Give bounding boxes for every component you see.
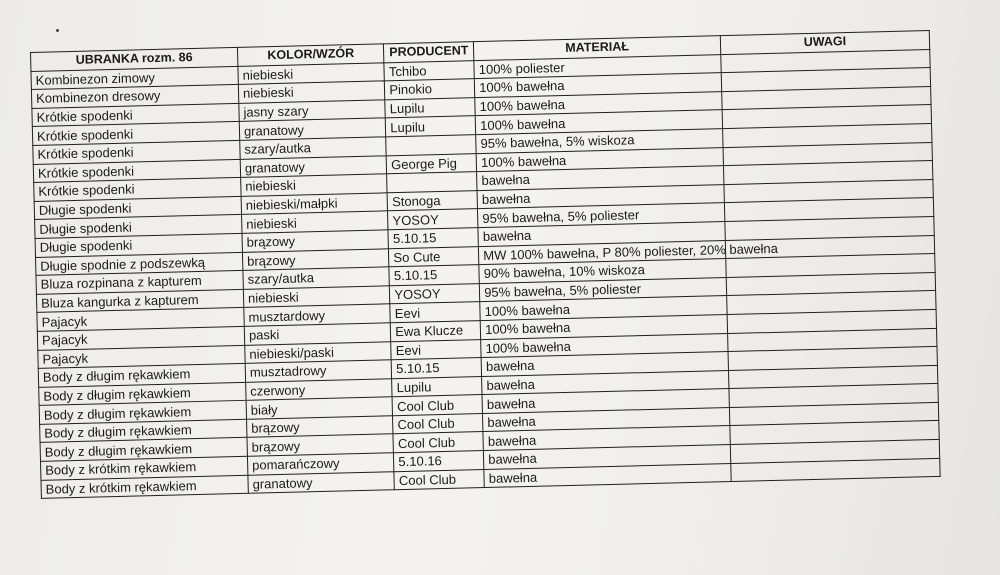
cell-producer: 5.10.15 [391, 358, 481, 379]
cell-item: Długie spodenki [35, 215, 242, 239]
cell-producer: Lupilu [385, 97, 475, 118]
cell-producer: YOSOY [390, 283, 480, 304]
cell-color: paski [244, 323, 391, 345]
cell-item: Długie spodnie z podszewką [36, 252, 243, 276]
cell-color: brązowy [242, 230, 389, 252]
cell-color: granatowy [240, 155, 387, 177]
cell-producer: Lupilu [392, 376, 482, 397]
cell-color: biały [246, 397, 393, 419]
cell-material: 95% bawełna, 5% wiskoza [476, 129, 723, 154]
cell-color: niebieski [241, 174, 388, 196]
cell-producer: Tchibo [384, 60, 474, 81]
cell-material: 100% bawełna [475, 91, 722, 116]
cell-material: bawełna [482, 389, 729, 414]
cell-color: czerwony [246, 378, 393, 400]
cell-color: granatowy [248, 471, 395, 493]
cell-material: bawełna [483, 426, 730, 451]
cell-material: bawełna [478, 222, 725, 247]
cell-material: 95% bawełna, 5% poliester [479, 277, 726, 302]
cell-item: Bluza rozpinana z kapturem [36, 270, 243, 294]
cell-color: niebieski [242, 211, 389, 233]
cell-item: Krótkie spodenki [34, 178, 241, 202]
cell-item: Kombinezon dresowy [31, 85, 238, 109]
cell-material: 100% bawełna [480, 314, 727, 339]
cell-material: bawełna [477, 184, 724, 209]
cell-producer: Stonoga [387, 190, 477, 211]
cell-item: Pajacyk [37, 326, 244, 350]
cell-notes [731, 458, 941, 482]
cell-color: niebieski [243, 286, 390, 308]
cell-item: Długie spodenki [35, 233, 242, 257]
cell-material: bawełna [477, 166, 724, 191]
cell-material: bawełna [484, 463, 731, 488]
cell-item: Pajacyk [37, 308, 244, 332]
cell-color: brązowy [242, 248, 389, 270]
cell-color: brązowy [247, 434, 394, 456]
cell-color: granatowy [239, 118, 386, 140]
cell-material: 100% bawełna [476, 147, 723, 172]
cell-producer: 5.10.16 [394, 451, 484, 472]
cell-color: pomarańczowy [247, 453, 394, 475]
cell-color: niebieski/małpki [241, 193, 388, 215]
cell-producer: Lupilu [386, 116, 476, 137]
cell-material: 100% bawełna [480, 296, 727, 321]
cell-item: Krótkie spodenki [33, 159, 240, 183]
cell-item: Kombinezon zimowy [31, 66, 238, 90]
cell-color: niebieski [238, 62, 385, 84]
cell-color: szary/autka [243, 267, 390, 289]
cell-producer: Cool Club [394, 469, 484, 490]
cell-producer: So Cute [389, 246, 479, 267]
cell-material: 100% bawełna [474, 73, 721, 98]
cell-color: musztadrowy [245, 360, 392, 382]
cell-color: niebieski [238, 81, 385, 103]
cell-producer: 5.10.15 [388, 228, 478, 249]
cell-material: MW 100% bawełna, P 80% poliester, 20% bawełna [479, 240, 726, 265]
cell-item: Krótkie spodenki [32, 122, 239, 146]
cell-item: Bluza kangurka z kapturem [36, 289, 243, 313]
cell-material: bawełna [484, 445, 731, 470]
cell-item: Body z długim rękawkiem [40, 438, 247, 462]
cell-item: Body z krótkim rękawkiem [41, 475, 248, 499]
cell-producer: Eevi [390, 302, 480, 323]
cell-item: Body z długim rękawkiem [39, 401, 246, 425]
clothing-inventory-table [30, 30, 941, 499]
cell-material: 95% bawełna, 5% poliester [478, 203, 725, 228]
cell-producer: George Pig [386, 153, 476, 174]
cell-material: bawełna [481, 352, 728, 377]
cell-material: 100% poliester [474, 54, 721, 79]
cell-material: bawełna [483, 407, 730, 432]
cell-producer: Pinokio [385, 79, 475, 100]
cell-material: bawełna [482, 370, 729, 395]
cell-color: jasny szary [239, 100, 386, 122]
cell-color: brązowy [247, 416, 394, 438]
header-producer: PRODUCENT [384, 42, 474, 63]
header-material: MATERIAŁ [474, 36, 721, 61]
cell-producer [387, 172, 477, 193]
header-notes: UWAGI [720, 31, 930, 55]
cell-color: musztardowy [244, 304, 391, 326]
cell-producer: 5.10.15 [389, 265, 479, 286]
cell-item: Krótkie spodenki [33, 140, 240, 164]
cell-color: szary/autka [240, 137, 387, 159]
cell-item: Pajacyk [38, 345, 245, 369]
cell-material: 100% bawełna [475, 110, 722, 135]
header-item: UBRANKA rozm. 86 [31, 47, 238, 71]
table-body [31, 49, 940, 498]
cell-item: Body z długim rękawkiem [39, 382, 246, 406]
cell-producer: Eevi [391, 339, 481, 360]
cell-material: 100% bawełna [481, 333, 728, 358]
cell-item: Krótkie spodenki [32, 103, 239, 127]
cell-producer: Cool Club [392, 395, 482, 416]
cell-producer: Cool Club [393, 413, 483, 434]
cell-item: Body z długim rękawkiem [38, 363, 245, 387]
cell-color: niebieski/paski [245, 341, 392, 363]
cell-producer: YOSOY [388, 209, 478, 230]
cell-item: Długie spodenki [34, 196, 241, 220]
cell-material: 90% bawełna, 10% wiskoza [479, 259, 726, 284]
cell-producer [386, 135, 476, 156]
cell-producer: Cool Club [393, 432, 483, 453]
header-color: KOLOR/WZÓR [237, 44, 384, 66]
cell-producer: Ewa Klucze [391, 320, 481, 341]
cell-item: Body z długim rękawkiem [40, 419, 247, 443]
cell-item: Body z krótkim rękawkiem [41, 456, 248, 480]
paper-speck [56, 29, 59, 32]
